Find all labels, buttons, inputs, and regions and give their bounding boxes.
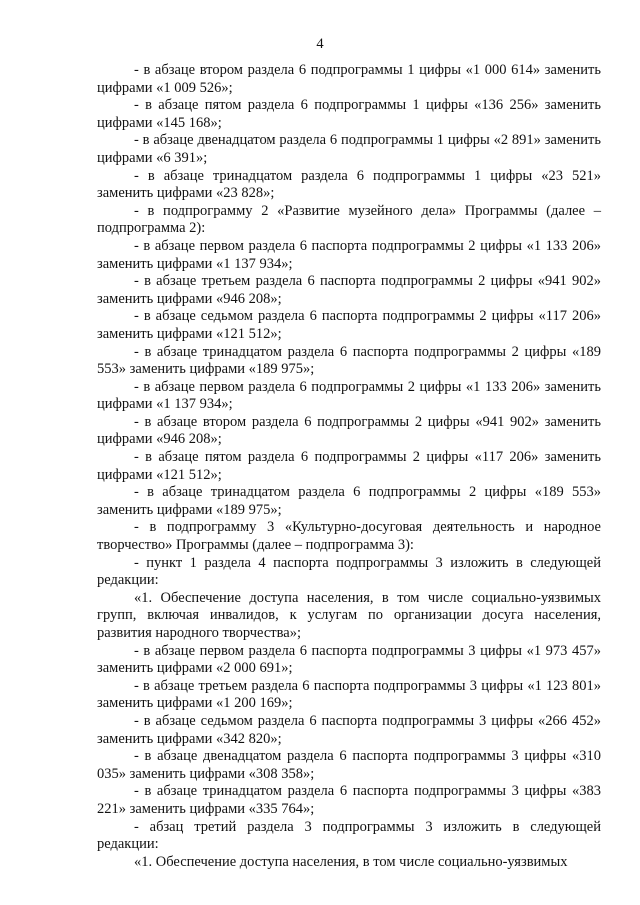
paragraph: - в абзаце двенадцатом раздела 6 паспорта подпрограммы 3 цифры «310 035» заменить цифрами «308 358»; [97, 748, 601, 782]
paragraph: - в абзаце втором раздела 6 подпрограммы 2 цифры «941 902» заменить цифрами «946 208»; [97, 413, 601, 448]
paragraph: - в абзаце втором раздела 6 подпрограммы 1 цифры «1 000 614» заменить цифрами «1 009 526»; [97, 62, 601, 96]
paragraph: - в абзаце седьмом раздела 6 паспорта подпрограммы 2 цифры «117 206» заменить цифрами «121 512»; [97, 308, 601, 342]
page-number: 4 [316, 36, 324, 52]
paragraph: - абзац третий раздела 3 подпрограммы 3 изложить в следующей редакции: [97, 818, 601, 853]
paragraph: - в абзаце тринадцатом раздела 6 подпрограммы 1 цифры «23 521» заменить цифрами «23 828»; [97, 167, 601, 202]
paragraph: - в абзаце тринадцатом раздела 6 паспорта подпрограммы 2 цифры «189 553» заменить цифрами «189 975»; [97, 343, 601, 378]
paragraph: - в абзаце тринадцатом раздела 6 подпрограммы 2 цифры «189 553» заменить цифрами «189 975»; [97, 484, 601, 518]
quoted-paragraph: «1. Обеспечение доступа населения, в том числе социально-уязвимых [134, 853, 568, 870]
paragraph: - в абзаце седьмом раздела 6 паспорта подпрограммы 3 цифры «266 452» заменить цифрами «342 820»; [97, 712, 601, 747]
document-body [97, 62, 601, 871]
paragraph: - в абзаце двенадцатом раздела 6 подпрограммы 1 цифры «2 891» заменить цифрами «6 391»; [97, 132, 601, 166]
paragraph: - в подпрограмму 3 «Культурно-досуговая деятельность и народное творчество» Программы (далее – подпрограмма 3): [97, 519, 601, 554]
paragraph: - в подпрограмму 2 «Развитие музейного дела» Программы (далее – подпрограмма 2): [97, 202, 601, 237]
paragraph: - пункт 1 раздела 4 паспорта подпрограммы 3 изложить в следующей редакции: [97, 554, 601, 589]
paragraph: - в абзаце пятом раздела 6 подпрограммы 1 цифры «136 256» заменить цифрами «145 168»; [97, 97, 601, 131]
paragraph: - в абзаце пятом раздела 6 подпрограммы 2 цифры «117 206» заменить цифрами «121 512»; [97, 449, 601, 483]
paragraph: - в абзаце первом раздела 6 паспорта подпрограммы 2 цифры «1 133 206» заменить цифрами «1 137 934»; [97, 237, 601, 272]
paragraph: - в абзаце третьем раздела 6 паспорта подпрограммы 2 цифры «941 902» заменить цифрами «946 208»; [97, 273, 601, 307]
paragraph: - в абзаце первом раздела 6 подпрограммы 2 цифры «1 133 206» заменить цифрами «1 137 934»; [97, 378, 601, 413]
paragraph: - в абзаце первом раздела 6 паспорта подпрограммы 3 цифры «1 973 457» заменить цифрами «2 000 691»; [97, 642, 601, 677]
quoted-paragraph: «1. Обеспечение доступа населения, в том числе социально-уязвимых групп, включая инвалидов, к услугам по организации досуга населения, развития народного творчества»; [97, 589, 601, 641]
paragraph: - в абзаце третьем раздела 6 паспорта подпрограммы 3 цифры «1 123 801» заменить цифрами «1 200 169»; [97, 677, 601, 712]
paragraph: - в абзаце тринадцатом раздела 6 паспорта подпрограммы 3 цифры «383 221» заменить цифрами «335 764»; [97, 783, 601, 817]
